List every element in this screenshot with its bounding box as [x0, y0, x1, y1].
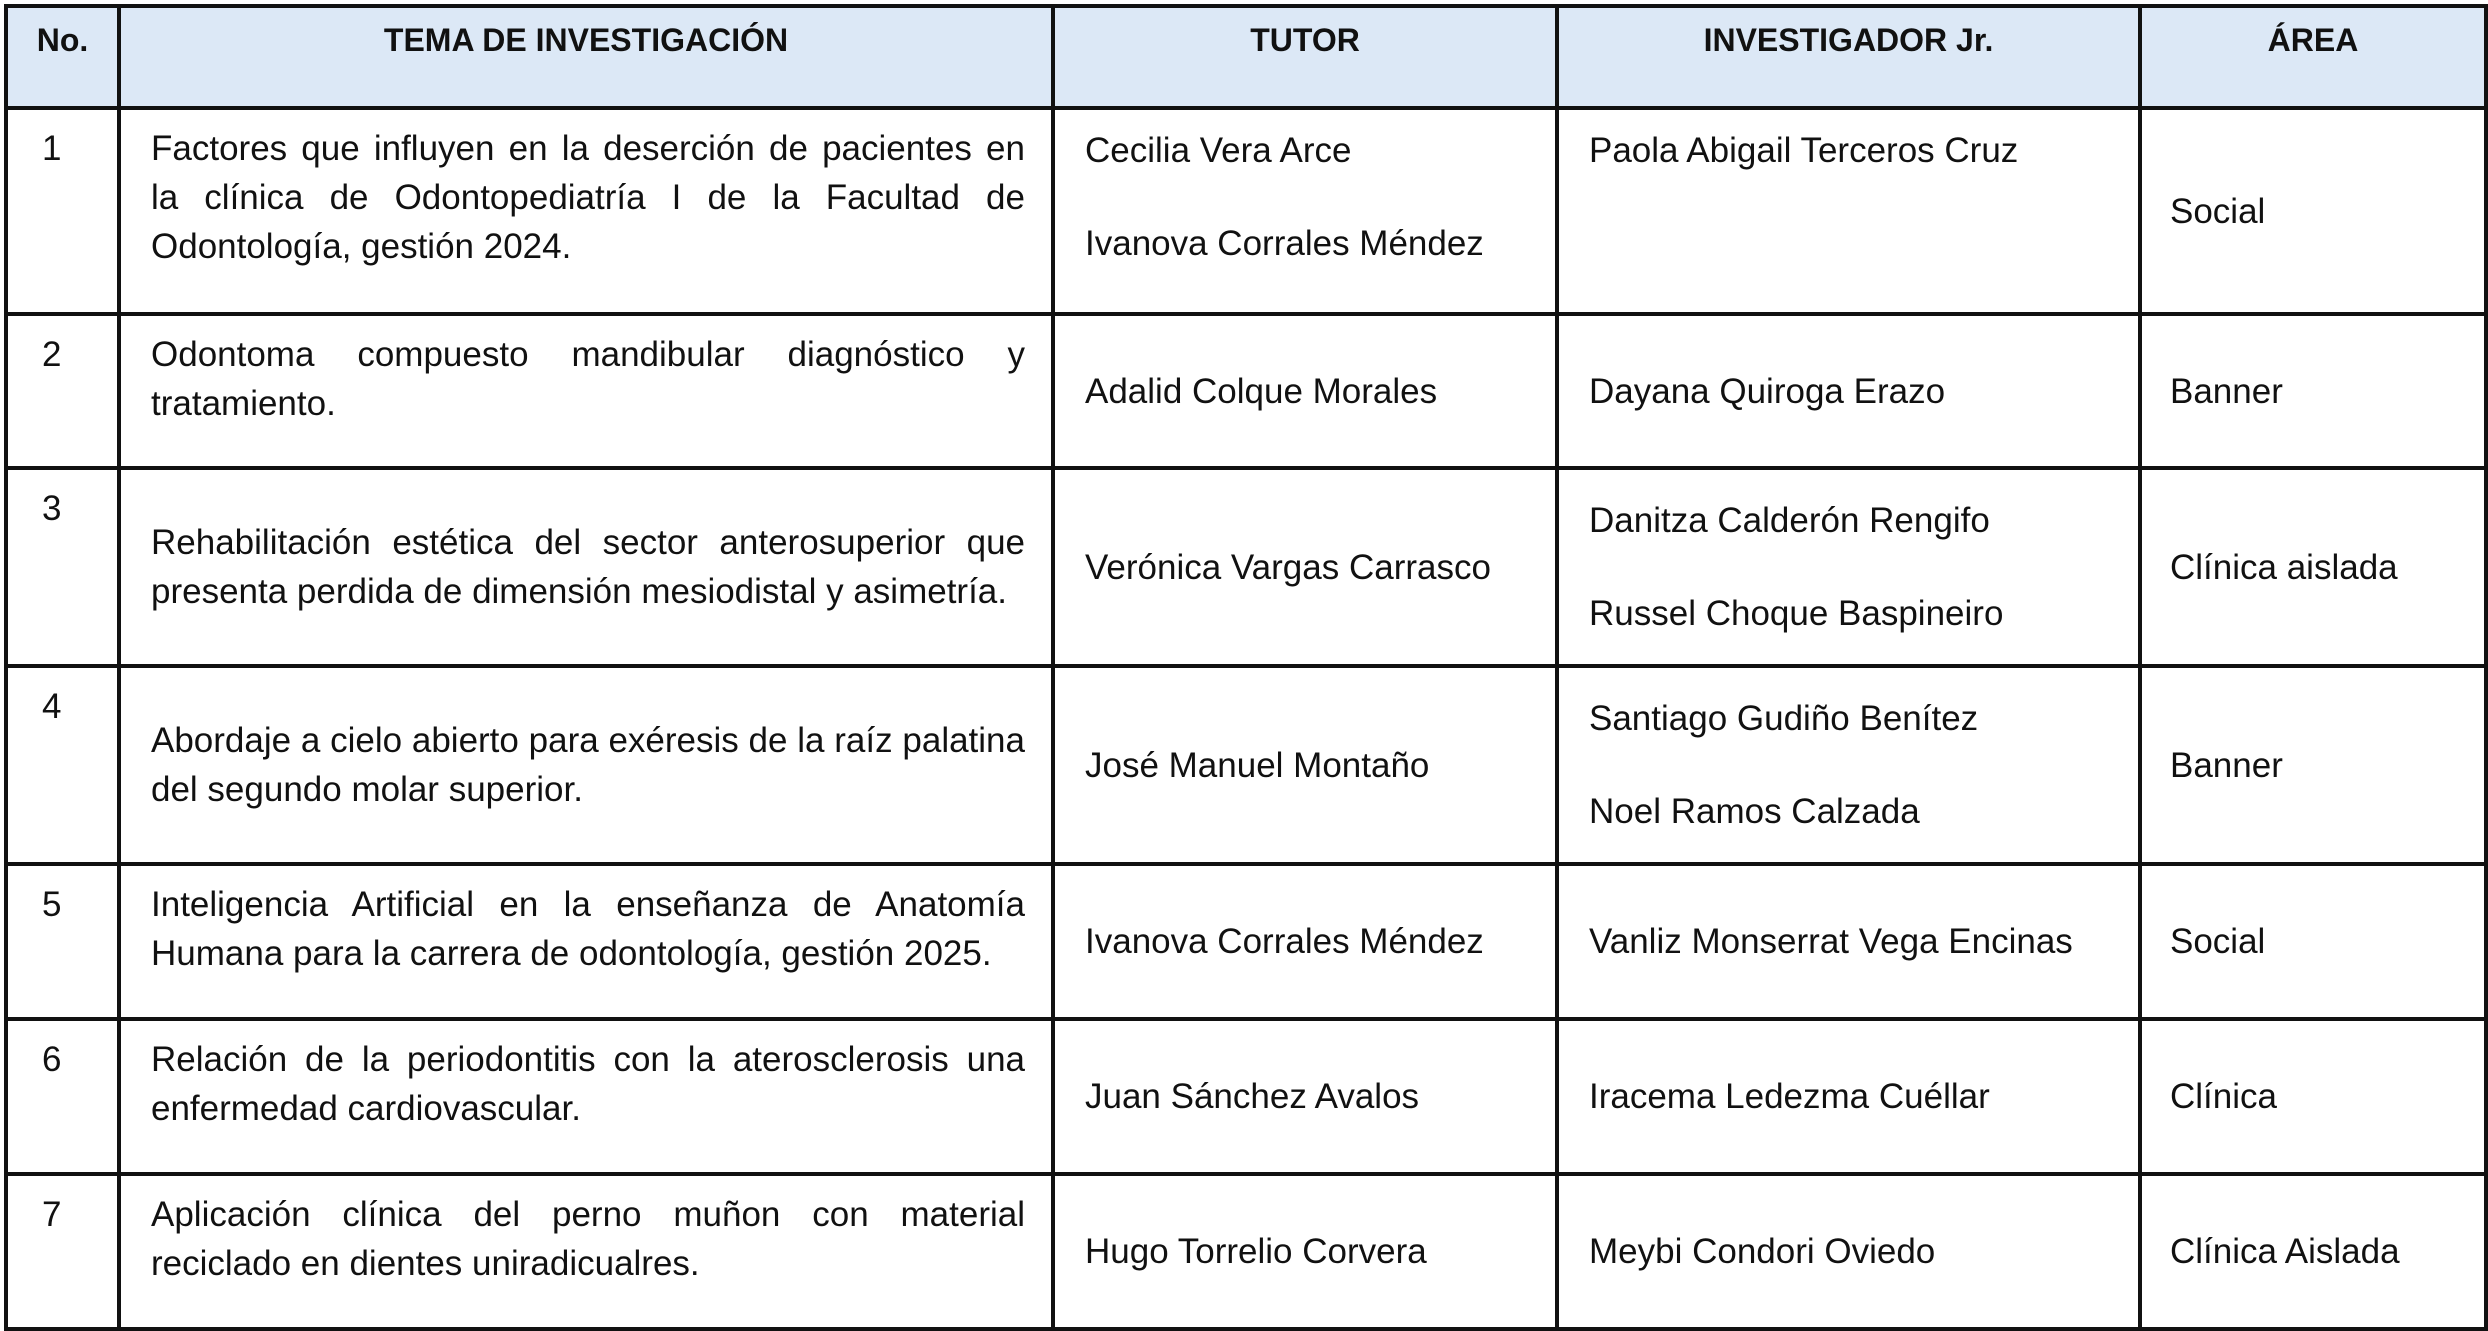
table-row	[6, 314, 2486, 468]
header-tema: TEMA DE INVESTIGACIÓN	[119, 6, 1053, 108]
tutor-name: Cecilia Vera Arce	[1085, 131, 1352, 170]
investigator-cell	[1557, 108, 2140, 314]
area-cell: Clínica aislada	[2140, 468, 2486, 666]
header-investigador: INVESTIGADOR Jr.	[1557, 6, 2140, 108]
area-cell: Banner	[2140, 666, 2486, 864]
research-topic: Rehabilitación estética del sector anterosuperior que presenta perdida de dimensión mesiodistal y asimetría.	[119, 468, 1053, 666]
investigator-cell	[1557, 468, 2140, 666]
research-topic: Aplicación clínica del perno muñon con material reciclado en dientes uniradicualres.	[119, 1174, 1053, 1329]
investigator-name: Paola Abigail Terceros Cruz	[1589, 131, 2019, 170]
tutor-name: Adalid Colque Morales	[1085, 371, 1438, 411]
research-topic: Relación de la periodontitis con la aterosclerosis una enfermedad cardiovascular.	[119, 1019, 1053, 1174]
table-row	[6, 108, 2486, 314]
tutor-name: Verónica Vargas Carrasco	[1085, 547, 1491, 587]
area-cell: Social	[2140, 108, 2486, 314]
tutor-name: Ivanova Corrales Méndez	[1085, 224, 1484, 263]
tutor-cell	[1053, 666, 1557, 864]
row-number: 2	[6, 314, 119, 468]
area-cell: Social	[2140, 864, 2486, 1019]
investigator-name: Russel Choque Baspineiro	[1589, 594, 2004, 633]
row-number: 4	[6, 666, 119, 864]
table-row	[6, 1174, 2486, 1329]
table-row	[6, 864, 2486, 1019]
investigator-cell	[1557, 1174, 2140, 1329]
row-number: 5	[6, 864, 119, 1019]
area-cell: Banner	[2140, 314, 2486, 468]
header-area: ÁREA	[2140, 6, 2486, 108]
header-row	[6, 6, 2486, 108]
row-number: 7	[6, 1174, 119, 1329]
tutor-cell	[1053, 864, 1557, 1019]
tutor-cell	[1053, 468, 1557, 666]
tutor-cell	[1053, 108, 1557, 314]
tutor-name: Hugo Torrelio Corvera	[1085, 1232, 1427, 1271]
tutor-cell	[1053, 1019, 1557, 1174]
investigator-cell	[1557, 314, 2140, 468]
investigator-cell	[1557, 1019, 2140, 1174]
tutor-name: Juan Sánchez Avalos	[1085, 1077, 1420, 1116]
investigator-name: Dayana Quiroga Erazo	[1589, 371, 1946, 411]
tutor-cell	[1053, 1174, 1557, 1329]
investigator-name: Noel Ramos Calzada	[1589, 792, 1920, 831]
area-cell: Clínica	[2140, 1019, 2486, 1174]
research-topic: Odontoma compuesto mandibular diagnóstico y tratamiento.	[119, 314, 1053, 468]
table-row	[6, 666, 2486, 864]
research-topic: Factores que influyen en la deserción de pacientes en la clínica de Odontopediatría I de la Facultad de Odontología, gestión 2024.	[119, 108, 1053, 314]
row-number: 1	[6, 108, 119, 314]
header-tutor: TUTOR	[1053, 6, 1557, 108]
research-topic: Inteligencia Artificial en la enseñanza de Anatomía Humana para la carrera de odontología, gestión 2025.	[119, 864, 1053, 1019]
investigator-name: Meybi Condori Oviedo	[1589, 1232, 1936, 1271]
research-topics-table	[4, 4, 2488, 1331]
investigator-name: Santiago Gudiño Benítez	[1589, 699, 1979, 738]
investigator-cell	[1557, 864, 2140, 1019]
research-topic: Abordaje a cielo abierto para exéresis de la raíz palatina del segundo molar superior.	[119, 666, 1053, 864]
area-cell: Clínica Aislada	[2140, 1174, 2486, 1329]
table-row	[6, 468, 2486, 666]
investigator-name: Danitza Calderón Rengifo	[1589, 501, 1990, 540]
header-no: No.	[6, 6, 119, 108]
table-row	[6, 1019, 2486, 1174]
row-number: 6	[6, 1019, 119, 1174]
tutor-name: Ivanova Corrales Méndez	[1085, 922, 1484, 961]
tutor-cell	[1053, 314, 1557, 468]
row-number: 3	[6, 468, 119, 666]
investigator-name: Iracema Ledezma Cuéllar	[1589, 1077, 1990, 1116]
investigator-cell	[1557, 666, 2140, 864]
investigator-name: Vanliz Monserrat Vega Encinas	[1589, 922, 2073, 961]
tutor-name: José Manuel Montaño	[1085, 745, 1430, 785]
